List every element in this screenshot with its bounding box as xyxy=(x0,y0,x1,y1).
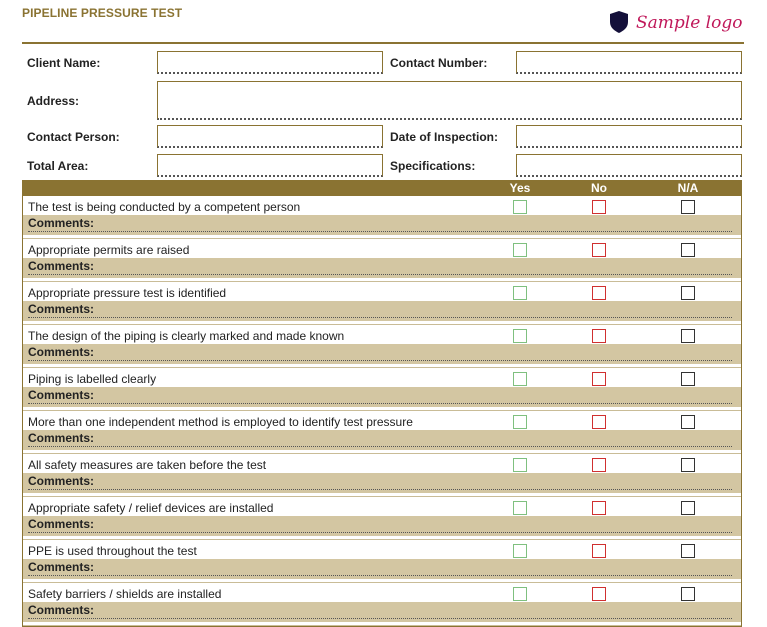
total-area-field[interactable] xyxy=(157,154,383,177)
na-checkbox[interactable] xyxy=(681,458,695,472)
comments-field[interactable] xyxy=(28,489,732,490)
inspection-form xyxy=(22,42,744,179)
na-checkbox[interactable] xyxy=(681,544,695,558)
na-checkbox[interactable] xyxy=(681,329,695,343)
yes-checkbox[interactable] xyxy=(513,501,527,515)
yes-checkbox[interactable] xyxy=(513,544,527,558)
yes-checkbox[interactable] xyxy=(513,458,527,472)
na-checkbox[interactable] xyxy=(681,415,695,429)
yes-column-header: Yes xyxy=(509,181,531,195)
comments-row xyxy=(23,559,741,579)
contact-person-field[interactable] xyxy=(157,125,383,148)
comments-label: Comments: xyxy=(28,431,95,445)
no-checkbox[interactable] xyxy=(592,200,606,214)
comments-row xyxy=(23,516,741,536)
comments-field[interactable] xyxy=(28,317,732,318)
comments-label: Comments: xyxy=(28,216,95,230)
comments-label: Comments: xyxy=(28,388,95,402)
comments-row xyxy=(23,258,741,278)
comments-label: Comments: xyxy=(28,474,95,488)
checklist-question: Piping is labelled clearly xyxy=(28,372,157,386)
na-checkbox[interactable] xyxy=(681,587,695,601)
checklist-header xyxy=(23,180,741,196)
yes-checkbox[interactable] xyxy=(513,200,527,214)
yes-checkbox[interactable] xyxy=(513,329,527,343)
comments-field[interactable] xyxy=(28,403,732,404)
checklist-question: PPE is used throughout the test xyxy=(28,544,197,558)
no-checkbox[interactable] xyxy=(592,329,606,343)
comments-row xyxy=(23,473,741,493)
no-checkbox[interactable] xyxy=(592,243,606,257)
client-name-field[interactable] xyxy=(157,51,383,74)
yes-checkbox[interactable] xyxy=(513,587,527,601)
total-area-label: Total Area: xyxy=(27,159,89,173)
checklist-question: Appropriate pressure test is identified xyxy=(28,286,227,300)
contact-number-label: Contact Number: xyxy=(390,56,488,70)
logo-text: Sample logo xyxy=(636,13,743,33)
contact-person-label: Contact Person: xyxy=(27,130,120,144)
no-checkbox[interactable] xyxy=(592,587,606,601)
address-field[interactable] xyxy=(157,81,742,120)
checklist-question: The design of the piping is clearly marked and made known xyxy=(28,329,345,343)
contact-number-field[interactable] xyxy=(516,51,742,74)
comments-label: Comments: xyxy=(28,560,95,574)
checklist-item xyxy=(23,368,741,411)
date-of-inspection-field[interactable] xyxy=(516,125,742,148)
checklist-item xyxy=(23,282,741,325)
checklist-item xyxy=(23,239,741,282)
no-checkbox[interactable] xyxy=(592,286,606,300)
comments-field[interactable] xyxy=(28,532,732,533)
no-checkbox[interactable] xyxy=(592,458,606,472)
checklist-item xyxy=(23,454,741,497)
comments-row xyxy=(23,430,741,450)
comments-field[interactable] xyxy=(28,231,732,232)
specifications-field[interactable] xyxy=(516,154,742,177)
checklist-table xyxy=(22,180,742,627)
checklist-item xyxy=(23,583,741,626)
checklist-item xyxy=(23,540,741,583)
comments-row xyxy=(23,215,741,235)
no-checkbox[interactable] xyxy=(592,415,606,429)
checklist-question: Appropriate safety / relief devices are installed xyxy=(28,501,274,515)
na-checkbox[interactable] xyxy=(681,243,695,257)
comments-label: Comments: xyxy=(28,603,95,617)
no-column-header: No xyxy=(591,181,607,195)
comments-field[interactable] xyxy=(28,446,732,447)
yes-checkbox[interactable] xyxy=(513,243,527,257)
checklist-item xyxy=(23,411,741,454)
na-checkbox[interactable] xyxy=(681,286,695,300)
na-checkbox[interactable] xyxy=(681,372,695,386)
comments-row xyxy=(23,301,741,321)
yes-checkbox[interactable] xyxy=(513,286,527,300)
comments-label: Comments: xyxy=(28,517,95,531)
comments-field[interactable] xyxy=(28,575,732,576)
comments-row xyxy=(23,344,741,364)
comments-row xyxy=(23,387,741,407)
shield-icon xyxy=(608,10,630,34)
na-checkbox[interactable] xyxy=(681,501,695,515)
page-title: PIPELINE PRESSURE TEST xyxy=(22,6,183,20)
checklist-item xyxy=(23,196,741,239)
na-checkbox[interactable] xyxy=(681,200,695,214)
comments-label: Comments: xyxy=(28,259,95,273)
checklist-question: More than one independent method is employed to identify test pressure xyxy=(28,415,413,429)
checklist-question: Appropriate permits are raised xyxy=(28,243,190,257)
comments-field[interactable] xyxy=(28,274,732,275)
comments-row xyxy=(23,602,741,622)
no-checkbox[interactable] xyxy=(592,372,606,386)
comments-label: Comments: xyxy=(28,302,95,316)
no-checkbox[interactable] xyxy=(592,501,606,515)
comments-field[interactable] xyxy=(28,360,732,361)
comments-field[interactable] xyxy=(28,618,732,619)
comments-label: Comments: xyxy=(28,345,95,359)
client-name-label: Client Name: xyxy=(27,56,101,70)
yes-checkbox[interactable] xyxy=(513,372,527,386)
address-label: Address: xyxy=(27,94,80,108)
yes-checkbox[interactable] xyxy=(513,415,527,429)
checklist-item xyxy=(23,497,741,540)
specifications-label: Specifications: xyxy=(390,159,476,173)
checklist-question: Safety barriers / shields are installed xyxy=(28,587,222,601)
date-of-inspection-label: Date of Inspection: xyxy=(390,130,499,144)
checklist-question: The test is being conducted by a competent person xyxy=(28,200,301,214)
checklist-question: All safety measures are taken before the test xyxy=(28,458,267,472)
no-checkbox[interactable] xyxy=(592,544,606,558)
checklist-item xyxy=(23,325,741,368)
sample-logo xyxy=(608,10,742,34)
na-column-header: N/A xyxy=(677,181,699,195)
